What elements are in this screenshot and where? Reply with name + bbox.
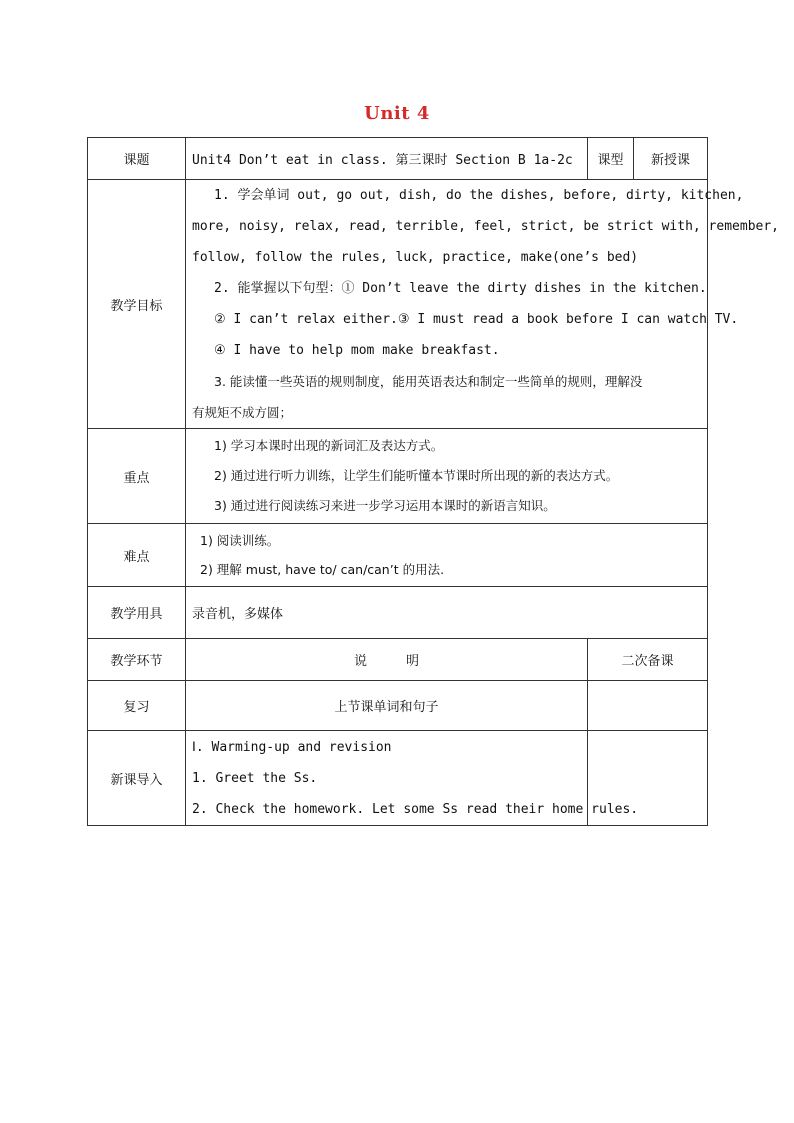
intro-label: 新课导入 bbox=[88, 731, 186, 826]
key-point-line: 1) 学习本课时出现的新词汇及表达方式。 bbox=[214, 438, 444, 453]
key-points-row bbox=[88, 429, 708, 524]
difficulty-line: 2) 理解 must, have to/ can/can’t 的用法. bbox=[200, 562, 445, 577]
intro-line: 1. Greet the Ss. bbox=[192, 770, 318, 786]
process-header-row bbox=[88, 639, 708, 681]
intro-content bbox=[186, 731, 639, 826]
objective-line: 1. 学会单词 out, go out, dish, do the dishes, before, dirty, kitchen, bbox=[214, 188, 744, 203]
topic-label: 课题 bbox=[88, 138, 186, 180]
objective-line: ④ I have to help mom make breakfast. bbox=[214, 343, 500, 358]
difficulty-line: 1) 阅读训练。 bbox=[200, 533, 280, 548]
objectives-row bbox=[88, 180, 708, 429]
key-points-content bbox=[186, 429, 708, 524]
backup-header: 二次备课 bbox=[588, 639, 708, 681]
review-label: 复习 bbox=[88, 681, 186, 731]
objective-line: more, noisy, relax, read, terrible, feel, strict, be strict with, remember, bbox=[192, 219, 779, 234]
explain-header: 说 明 bbox=[186, 639, 588, 681]
objective-line: 2. 能掌握以下句型：① Don’t leave the dirty dishes in the kitchen. bbox=[214, 281, 707, 296]
lesson-plan-table bbox=[87, 137, 779, 826]
difficulties-row bbox=[88, 524, 708, 587]
review-backup-cell bbox=[588, 681, 708, 731]
review-content: 上节课单词和句子 bbox=[186, 681, 588, 731]
page-title: Unit 4 bbox=[364, 103, 430, 124]
objective-line: ② I can’t relax either.③ I must read a book before I can watch TV. bbox=[214, 312, 739, 327]
objectives-label: 教学目标 bbox=[88, 180, 186, 429]
key-points-label: 重点 bbox=[88, 429, 186, 524]
process-label: 教学环节 bbox=[88, 639, 186, 681]
topic-row bbox=[88, 138, 708, 180]
difficulties-label: 难点 bbox=[88, 524, 186, 587]
topic-content: Unit4 Don’t eat in class. 第三课时 Section B 1a-2c bbox=[186, 138, 588, 180]
tools-label: 教学用具 bbox=[88, 587, 186, 639]
key-point-line: 2) 通过进行听力训练，让学生们能听懂本节课时所出现的新的表达方式。 bbox=[214, 468, 619, 483]
intro-row bbox=[88, 731, 708, 826]
type-value: 新授课 bbox=[634, 138, 708, 180]
tools-row bbox=[88, 587, 708, 639]
objective-line: 3. 能读懂一些英语的规则制度，能用英语表达和制定一些简单的规则，理解没 bbox=[214, 374, 643, 389]
difficulties-content bbox=[186, 524, 708, 587]
review-row bbox=[88, 681, 708, 731]
objective-line: 有规矩不成方圆； bbox=[192, 405, 293, 420]
key-point-line: 3) 通过进行阅读练习来进一步学习运用本课时的新语言知识。 bbox=[214, 498, 556, 513]
intro-line: Ⅰ. Warming-up and revision bbox=[192, 739, 392, 755]
intro-line: 2. Check the homework. Let some Ss read their home rules. bbox=[192, 801, 639, 817]
tools-content: 录音机，多媒体 bbox=[186, 587, 708, 639]
objective-line: follow, follow the rules, luck, practice, make(one’s bed) bbox=[192, 250, 639, 265]
type-label: 课型 bbox=[588, 138, 634, 180]
objectives-content bbox=[186, 180, 779, 429]
